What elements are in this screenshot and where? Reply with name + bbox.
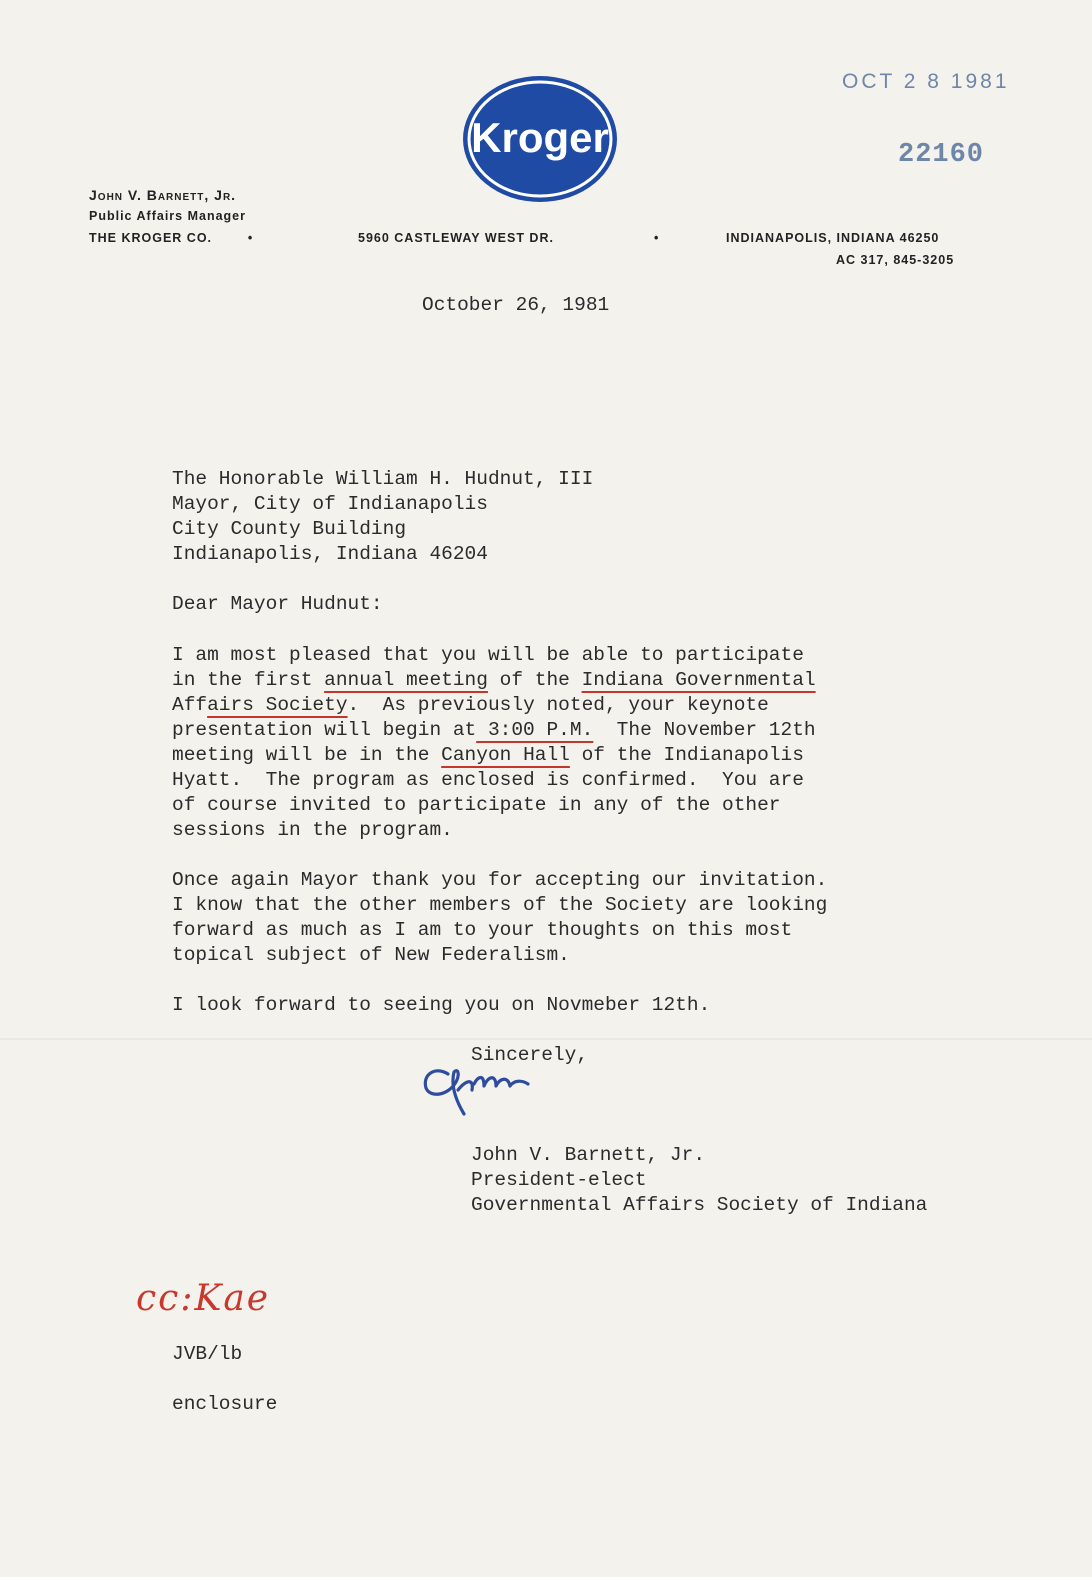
handwritten-signature	[418, 1060, 543, 1118]
para2-line-3: forward as much as I am to your thoughts on this most	[172, 919, 793, 941]
para1-line-6: Hyatt. The program as enclosed is confirmed. You are	[172, 769, 804, 791]
received-date-stamp: OCT 2 8 1981	[842, 70, 1010, 93]
underline-indiana-governmental: Indiana Governmental	[581, 669, 816, 691]
underline-canyon-hall: Canyon Hall	[441, 744, 570, 766]
para1-line-7: of course invited to participate in any of the other	[172, 794, 781, 816]
letterhead-phone: AC 317, 845-3205	[836, 253, 955, 267]
signer-name: John V. Barnett, Jr.	[471, 1144, 706, 1166]
letterhead-city: INDIANAPOLIS, INDIANA 46250	[726, 231, 940, 245]
address-line-4: Indianapolis, Indiana 46204	[172, 543, 488, 565]
para1-line-8: sessions in the program.	[172, 819, 453, 841]
letterhead-street: 5960 CASTLEWAY WEST DR.	[358, 231, 554, 245]
kroger-logo-text: Kroger	[471, 114, 609, 161]
para2-line-1: Once again Mayor thank you for accepting our invitation.	[172, 869, 828, 891]
paper-fold-line	[0, 1038, 1092, 1040]
para2-line-2: I know that the other members of the Society are looking	[172, 894, 828, 916]
para1-line-3: Affairs Society. As previously noted, your keynote	[172, 694, 769, 716]
para1-line-5: meeting will be in the Canyon Hall of the Indianapolis	[172, 744, 804, 766]
para2-line-4: topical subject of New Federalism.	[172, 944, 570, 966]
handwritten-cc-note: cc:Kae	[136, 1278, 271, 1319]
underline-annual-meeting: annual meeting	[324, 669, 488, 691]
address-line-2: Mayor, City of Indianapolis	[172, 493, 488, 515]
signer-organization: Governmental Affairs Society of Indiana	[471, 1194, 928, 1216]
kroger-logo	[461, 74, 619, 204]
address-line-1: The Honorable William H. Hudnut, III	[172, 468, 594, 490]
para1-line-2: in the first annual meeting of the Indiana Governmental	[172, 669, 816, 691]
reference-number-stamp: 22160	[898, 140, 985, 170]
salutation: Dear Mayor Hudnut:	[172, 593, 383, 615]
signer-title: President-elect	[471, 1169, 647, 1191]
letterhead-bullet: •	[654, 231, 660, 245]
para3: I look forward to seeing you on Novmeber 12th.	[172, 994, 711, 1016]
para1-line-4: presentation will begin at 3:00 P.M. The November 12th	[172, 719, 816, 741]
letter-date: October 26, 1981	[422, 294, 610, 316]
underline-time: 3:00 P.M.	[476, 719, 594, 741]
enclosure-note: enclosure	[172, 1393, 278, 1415]
para1-line-1: I am most pleased that you will be able to participate	[172, 644, 804, 666]
typist-initials: JVB/lb	[172, 1343, 243, 1365]
underline-affairs-society: airs Society	[207, 694, 348, 716]
letterhead-company: THE KROGER CO. •	[89, 231, 254, 245]
closing: Sincerely,	[471, 1044, 589, 1066]
letterhead-title: Public Affairs Manager	[89, 209, 246, 223]
address-line-3: City County Building	[172, 518, 407, 540]
letterhead-name: John V. Barnett, Jr.	[89, 187, 237, 203]
